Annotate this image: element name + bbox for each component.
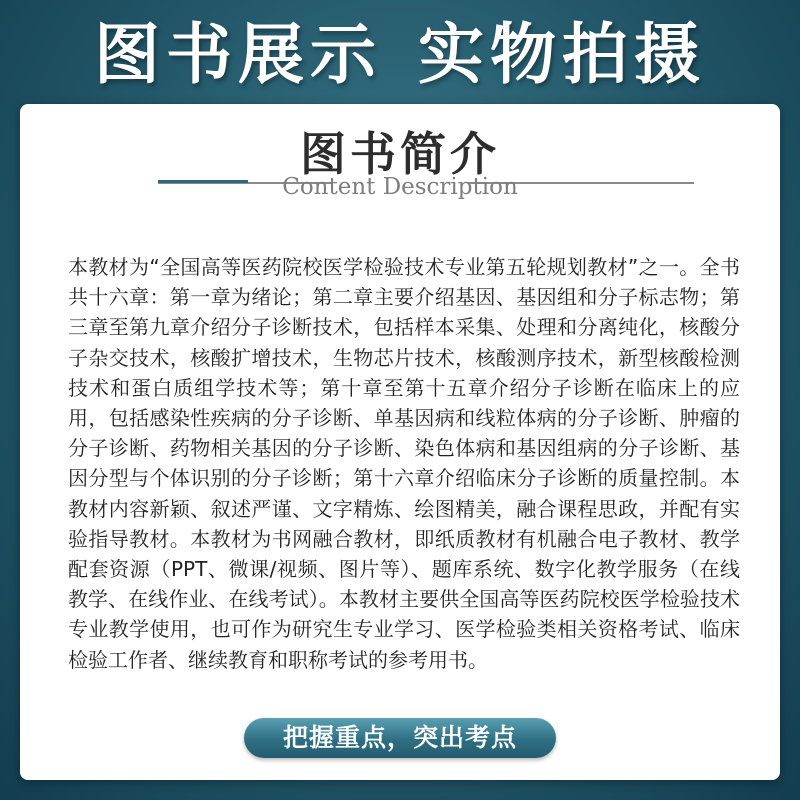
section-heading: 图书简介 xyxy=(300,127,500,181)
banner-title xyxy=(0,10,800,100)
banner-title-right: 实物拍摄 xyxy=(418,16,706,93)
section-subheading: Content Description xyxy=(282,174,518,200)
description-card xyxy=(20,104,780,780)
banner-title-left: 图书展示 xyxy=(94,16,382,93)
book-description: 本教材为“全国高等医药院校医学检验技术专业第五轮规划教材”之一。全书共十六章：第一章为绪论；第二章主要介绍基因、基因组和分子标志物；第三章至第九章介绍分子诊断技术，包括样本采集、处理和分离纯化，核酸分子杂交技术，核酸扩增技术，生物芯片技术，核酸测序技术，新型核酸检测技术和蛋白质组学技术等；第十章至第十五章介绍分子诊断在临床上的应用，包括感染性疾病的分子诊断、单基因病和线粒体病的分子诊断、肿瘤的分子诊断、药物相关基因的分子诊断、染色体病和基因组病的分子诊断、基因分型与个体识别的分子诊断；第十六章介绍临床分子诊断的质量控制。本教材内容新颖、叙述严谨、文字精炼、绘图精美，融合课程思政，并配有实验指导教材。本教材为书网融合教材，即纸质教材有机融合电子教材、教学配套资源（PPT、微课/视频、图片等）、题库系统、数字化教学服务（在线教学、在线作业、在线考试）。本教材主要供全国高等医药院校医学检验技术专业教学使用，也可作为研究生专业学习、医学检验类相关资格考试、临床检验工作者、继续教育和职称考试的参考用书。 xyxy=(68,255,740,672)
highlight-badge: 把握重点，突出考点 xyxy=(244,718,556,758)
